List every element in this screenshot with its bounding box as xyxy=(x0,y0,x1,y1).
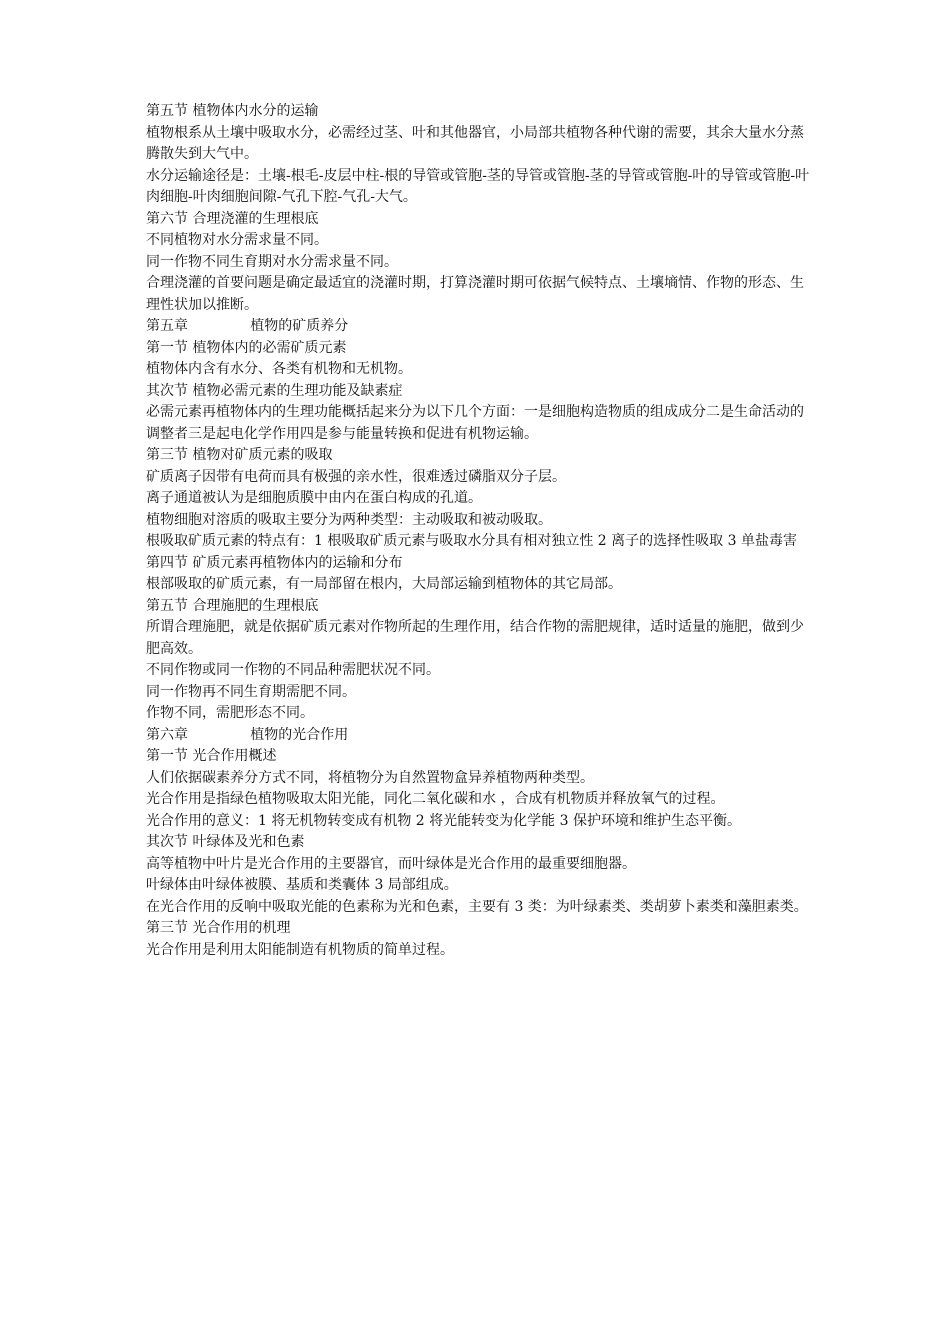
paragraph: 所谓合理施肥，就是依据矿质元素对作物所起的生理作用，结合作物的需肥规律，适时适量的施肥，做到少肥高效。 xyxy=(146,619,804,657)
paragraph: 高等植物中叶片是光合作用的主要器官，而叶绿体是光合作用的最重要细胞器。 xyxy=(146,855,636,872)
section-heading: 其次节 植物必需元素的生理功能及缺素症 xyxy=(146,382,403,399)
section-heading: 第四节 矿质元素再植物体内的运输和分布 xyxy=(146,554,403,571)
paragraph: 必需元素再植物体内的生理功能概括起来分为以下几个方面：一是细胞构造物质的组成成分二是生命活动的调整者三是起电化学作用四是参与能量转换和促进有机物运输。 xyxy=(146,404,804,442)
section-heading: 其次节 叶绿体及光和色素 xyxy=(146,834,305,850)
section-heading: 第一节 植物体内的必需矿质元素 xyxy=(146,339,347,356)
paragraph: 在光合作用的反响中吸取光能的色素称为光和色素，主要有 3 类：为叶绿素类、类胡萝卜素类和藻胆素类。 xyxy=(146,898,808,915)
paragraph: 植物细胞对溶质的吸取主要分为两种类型：主动吸取和被动吸取。 xyxy=(146,511,552,528)
paragraph: 光合作用是利用太阳能制造有机物质的简单过程。 xyxy=(146,941,454,958)
section-heading: 第五节 合理施肥的生理根底 xyxy=(146,597,319,614)
paragraph: 光合作用是指绿色植物吸取太阳光能，同化二氧化碳和水 ，合成有机物质并释放氧气的过程。 xyxy=(146,791,725,807)
paragraph: 根部吸取的矿质元素，有一局部留在根内，大局部运输到植物体的其它局部。 xyxy=(146,576,622,592)
paragraph: 同一作物不同生育期对水分需求量不同。 xyxy=(146,253,398,270)
paragraph: 离子通道被认为是细胞质膜中由内在蛋白构成的孔道。 xyxy=(146,490,482,506)
document-body xyxy=(146,101,814,961)
paragraph: 叶绿体由叶绿体被膜、基质和类囊体 3 局部组成。 xyxy=(146,877,458,893)
paragraph: 矿质离子因带有电荷而具有极强的亲水性，很难透过磷脂双分子层。 xyxy=(146,468,566,485)
section-heading: 第三节 植物对矿质元素的吸取 xyxy=(146,447,333,463)
paragraph: 人们依据碳素养分方式不同，将植物分为自然置物盒异养植物两种类型。 xyxy=(146,769,594,786)
paragraph: 同一作物再不同生育期需肥不同。 xyxy=(146,683,356,700)
section-heading: 第六节 合理浇灌的生理根底 xyxy=(146,210,319,227)
paragraph: 不同作物或同一作物的不同品种需肥状况不同。 xyxy=(146,662,440,678)
paragraph: 水分运输途径是：土壤-根毛-皮层中柱-根的导管或管胞-茎的导管或管胞-茎的导管或管胞-叶的导管或管胞-叶肉细胞-叶肉细胞间隙-气孔下腔-气孔-大气。 xyxy=(146,167,810,205)
paragraph: 植物体内含有水分、各类有机物和无机物。 xyxy=(146,361,412,377)
chapter-heading: 第五章 植物的矿质养分 xyxy=(146,318,349,334)
section-heading: 第五节 植物体内水分的运输 xyxy=(146,103,319,119)
paragraph: 植物根系从土壤中吸取水分，必需经过茎、叶和其他器官，小局部共植物各种代谢的需要，其余大量水分蒸腾散失到大气中。 xyxy=(146,124,804,162)
section-heading: 第一节 光合作用概述 xyxy=(146,748,277,764)
paragraph: 不同植物对水分需求量不同。 xyxy=(146,232,328,248)
paragraph: 光合作用的意义：1 将无机物转变成有机物 2 将光能转变为化学能 3 保护环境和维护生态平衡。 xyxy=(146,812,741,829)
paragraph: 根吸取矿质元素的特点有：1 根吸取矿质元素与吸取水分具有相对独立性 2 离子的选择性吸取 3 单盐毒害 xyxy=(146,533,797,549)
chapter-heading: 第六章 植物的光合作用 xyxy=(146,726,349,743)
paragraph: 作物不同，需肥形态不同。 xyxy=(146,705,314,721)
section-heading: 第三节 光合作用的机理 xyxy=(146,920,291,936)
paragraph: 合理浇灌的首要问题是确定最适宜的浇灌时期，打算浇灌时期可依据气候特点、土壤墒情、作物的形态、生理性状加以推断。 xyxy=(146,275,804,313)
